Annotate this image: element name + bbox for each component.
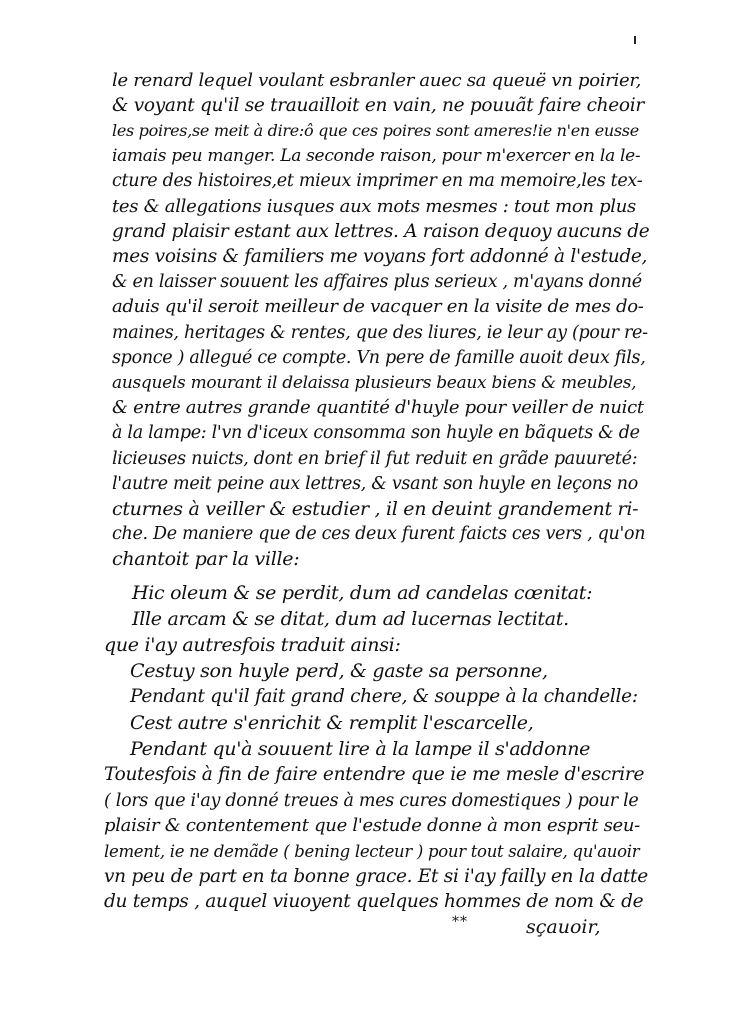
text-line: l'autre meit peine aux lettres, & vsant son huyle en leçons no xyxy=(112,474,639,494)
french-verse: Cest autre s'enrichit & remplit l'escarcelle, xyxy=(130,712,534,734)
text-line: cturnes à veiller & estudier , il en deuint grandement ri- xyxy=(112,498,639,520)
text-line: mes voisins & familiers me voyans fort addonné à l'estude, xyxy=(112,246,648,267)
text-line: ausquels mourant il delaissa plusieurs beaux biens & meubles, xyxy=(112,373,637,393)
transition-line: que i'ay autresfois traduit ainsi: xyxy=(104,634,401,656)
latin-verse: Ille arcam & se ditat, dum ad lucernas lectitat. xyxy=(132,608,569,630)
text-line: du temps , auquel viuoyent quelques hommes de nom & de xyxy=(104,891,644,912)
text-line: lement, ie ne demãde ( bening lecteur ) pour tout salaire, qu'auoir xyxy=(104,842,640,861)
signature-mark: ** xyxy=(452,914,468,930)
text-line: sponce ) allegué ce compte. Vn pere de famille auoit deux fils, xyxy=(112,348,646,368)
text-line: chantoit par la ville: xyxy=(112,548,300,570)
text-line: plaisir & contentement que l'estude donne à mon esprit seu- xyxy=(104,815,640,836)
text-line: les poires,se meit à dire:ô que ces poires sont ameres!ie n'en eusse xyxy=(112,121,639,140)
text-line: & entre autres grande quantité d'huyle pour veiller de nuict xyxy=(112,397,644,418)
latin-verse: Hic oleum & se perdit, dum ad candelas cœnitat: xyxy=(132,582,593,604)
text-line: Toutesfois à fin de faire entendre que ie me mesle d'escrire xyxy=(104,764,645,785)
text-line: tes & allegations iusques aux mots mesmes : tout mon plus xyxy=(112,196,636,217)
text-line: aduis qu'il seroit meilleur de vacquer en la visite de mes do- xyxy=(112,296,644,317)
text-line: ( lors que i'ay donné treues à mes cures domestiques ) pour le xyxy=(104,791,639,811)
text-line: maines, heritages & rentes, que des liures, ie leur ay (pour re- xyxy=(112,323,648,343)
text-line: à la lampe: l'vn d'iceux consomma son huyle en bãquets & de xyxy=(112,423,640,443)
text-line: & voyant qu'il se trauailloit en vain, ne pouuãt faire cheoir xyxy=(112,95,644,116)
text-line: iamais peu manger. La seconde raison, pour m'exercer en la le- xyxy=(112,146,641,166)
french-verse: Pendant qu'à souuent lire à la lampe il s'addonne xyxy=(130,738,591,760)
text-line: che. De maniere que de ces deux furent faicts ces vers , qu'on xyxy=(112,524,646,544)
text-line: licieuses nuicts, dont en brief il fut reduit en grãde pauureté: xyxy=(112,449,638,469)
text-line: le renard lequel voulant esbranler auec sa queuë vn poirier, xyxy=(112,70,642,91)
french-verse: Cestuy son huyle perd, & gaste sa personne, xyxy=(130,660,548,682)
text-line: vn peu de part en ta bonne grace. Et si i'ay failly en la datte xyxy=(104,866,648,887)
french-verse: Pendant qu'il fait grand chere, & souppe à la chandelle: xyxy=(130,686,638,707)
text-line: cture des histoires,et mieux imprimer en ma memoire,les tex- xyxy=(112,171,643,191)
text-line: & en laisser souuent les affaires plus serieux , m'ayans donné xyxy=(112,272,642,292)
text-line: grand plaisir estant aux lettres. A raison dequoy aucuns de xyxy=(112,221,650,242)
catchword: sçauoir, xyxy=(526,916,601,938)
